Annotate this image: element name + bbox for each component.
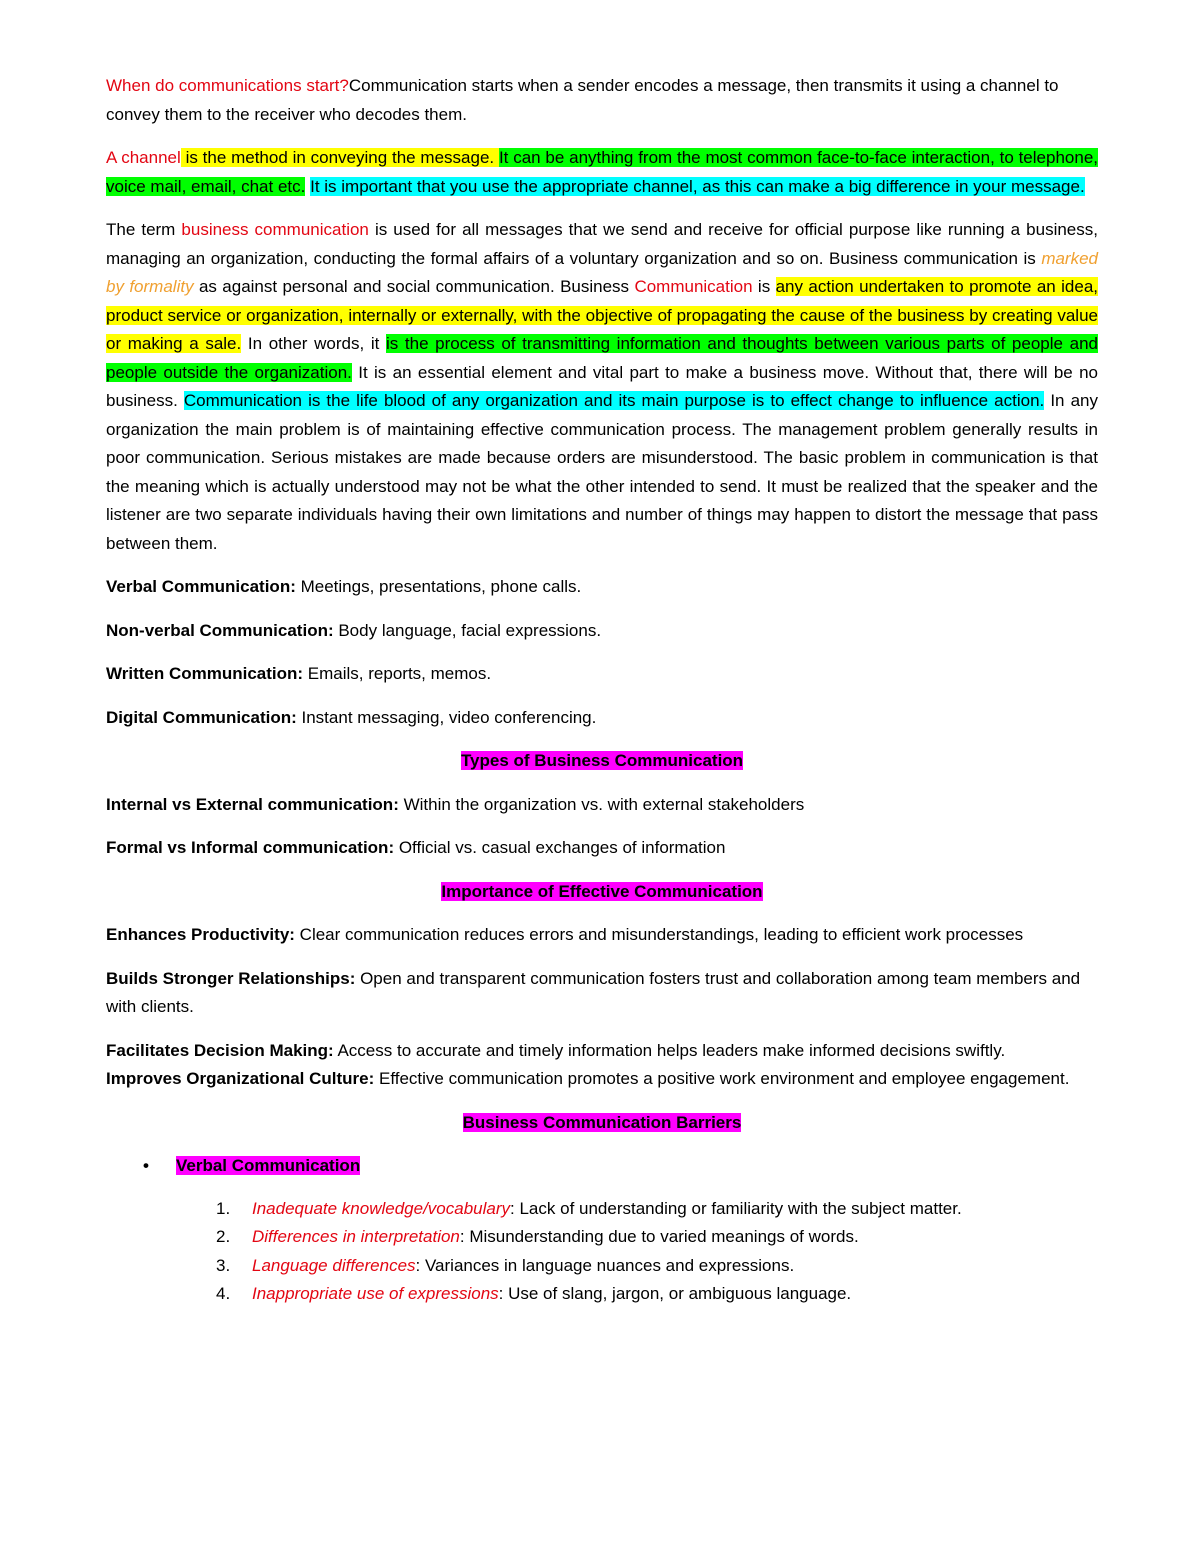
mode-nonverbal	[106, 617, 1098, 646]
business-text-5: In other words, it	[241, 334, 386, 353]
barrier-text: : Use of slang, jargon, or ambiguous language.	[498, 1284, 852, 1303]
type-text: Official vs. casual exchanges of information	[394, 838, 726, 857]
business-text-2: is used for all messages that we send and receive for official purpose like running a business, managing an organization, conducting the formal affairs of a voluntary organization and so on. Business communication is	[106, 220, 1098, 268]
intro-question: When do communications start?	[106, 76, 349, 95]
barrier-label: Inappropriate use of expressions	[252, 1284, 499, 1303]
mode-written	[106, 660, 1098, 689]
list-number: 1.	[216, 1198, 231, 1218]
barriers-numbered-list	[106, 1195, 1098, 1309]
importance-label: Facilitates Decision Making:	[106, 1040, 334, 1060]
barrier-label: Language differences	[252, 1255, 416, 1275]
mode-label: Non-verbal Communication:	[106, 620, 334, 640]
type-text: Within the organization vs. with external stakeholders	[398, 794, 805, 814]
barrier-label: Inadequate knowledge/vocabulary	[252, 1198, 511, 1218]
business-term: business communication	[181, 220, 369, 239]
barrier-text: : Misunderstanding due to varied meanings of words.	[459, 1227, 859, 1246]
channel-paragraph	[106, 144, 1098, 201]
list-number: 4.	[216, 1284, 231, 1303]
mode-text: Meetings, presentations, phone calls.	[295, 577, 582, 596]
list-number: 2.	[216, 1227, 231, 1246]
importance-text: Access to accurate and timely information helps leaders make informed decisions swiftly.	[333, 1040, 1006, 1060]
channel-definition: is the method in conveying the message.	[180, 148, 499, 167]
business-text-3: as against personal and social communication. Business	[193, 277, 635, 296]
importance-label: Builds Stronger Relationships:	[106, 968, 356, 988]
list-number: 3.	[216, 1255, 231, 1275]
type-internal-external	[106, 791, 1098, 820]
channel-importance: It is important that you use the appropriate channel, as this can make a big difference in your message.	[310, 176, 1085, 196]
mode-label: Written Communication:	[106, 664, 304, 683]
mode-label: Verbal Communication:	[106, 577, 296, 596]
type-label: Formal vs Informal communication:	[106, 838, 395, 857]
barrier-label: Differences in interpretation	[252, 1227, 460, 1246]
barrier-text: : Variances in language nuances and expressions.	[415, 1255, 795, 1275]
document-page	[106, 72, 1098, 1309]
type-label: Internal vs External communication:	[106, 794, 399, 814]
business-text-4: is	[752, 277, 776, 296]
importance-productivity	[106, 921, 1098, 950]
mode-text: Instant messaging, video conferencing.	[296, 707, 597, 727]
business-paragraph	[106, 216, 1098, 558]
importance-text: Effective communication promotes a positive work environment and employee engagement.	[374, 1069, 1070, 1088]
importance-relationships	[106, 965, 1098, 1022]
business-text-6: It is an essential element and vital part to make a business move. Without that, there will be no business.	[106, 362, 1099, 410]
intro-paragraph	[106, 72, 1098, 129]
intro-answer: Communication starts when a sender encodes a message, then transmits it using a channel to convey them to the receiver who decodes them.	[106, 76, 1059, 124]
channel-examples: It can be anything from the most common face-to-face interaction, to telephone, voice mail, email, chat etc.	[106, 148, 1098, 196]
barriers-heading: Business Communication Barriers	[462, 1112, 742, 1132]
business-term-2: Communication	[634, 277, 753, 296]
list-item	[106, 1152, 1098, 1181]
channel-term: A channel	[106, 148, 181, 167]
mode-verbal	[106, 573, 1098, 602]
formality-phrase: marked by formality	[106, 248, 1098, 296]
importance-decision-making	[106, 1037, 1098, 1066]
barriers-bullet-list	[106, 1152, 1098, 1181]
importance-heading-row	[106, 878, 1098, 907]
types-heading-row	[106, 747, 1098, 776]
mode-digital	[106, 704, 1098, 733]
list-item	[106, 1280, 1098, 1309]
highlight-green: is the process of transmitting information and thoughts between various parts of people and people outside the organization.	[106, 334, 1098, 382]
importance-label: Improves Organizational Culture:	[106, 1069, 375, 1088]
list-item	[106, 1223, 1098, 1252]
mode-label: Digital Communication:	[106, 707, 297, 727]
mode-text: Emails, reports, memos.	[303, 664, 492, 683]
importance-text: Open and transparent communication fosters trust and collaboration among team members and with clients.	[106, 968, 1081, 1016]
mode-text: Body language, facial expressions.	[333, 620, 602, 640]
bullet-label: Verbal Communication	[176, 1156, 361, 1175]
list-item	[106, 1195, 1098, 1224]
types-heading: Types of Business Communication	[460, 751, 744, 770]
highlight-cyan: Communication is the life blood of any organization and its main purpose is to effect change to influence action.	[183, 391, 1045, 410]
business-text-1: The term	[106, 220, 182, 239]
importance-text: Clear communication reduces errors and misunderstandings, leading to efficient work processes	[294, 925, 1024, 944]
barrier-text: : Lack of understanding or familiarity with the subject matter.	[510, 1198, 962, 1218]
importance-label: Enhances Productivity:	[106, 925, 295, 944]
business-text-7: In any organization the main problem is of maintaining effective communication process. The management problem generally results in poor communication. Serious mistakes are made because orders are misunderstood. The basic problem in communication is that the meaning which is actually understood may not be what the other intended to send. It must be realized that the speaker and the listener are two separate individuals having their own limitations and number of things may happen to distort the message that pass between them.	[106, 391, 1098, 553]
list-item	[106, 1252, 1098, 1281]
importance-heading: Importance of Effective Communication	[441, 881, 763, 901]
bullet-icon: •	[143, 1156, 149, 1175]
type-formal-informal	[106, 834, 1098, 863]
barriers-heading-row	[106, 1109, 1098, 1138]
importance-culture	[106, 1065, 1098, 1094]
highlight-yellow: any action undertaken to promote an idea, product service or organization, internally or externally, with the objective of propagating the cause of the business by creating value or making a sale.	[106, 277, 1098, 353]
